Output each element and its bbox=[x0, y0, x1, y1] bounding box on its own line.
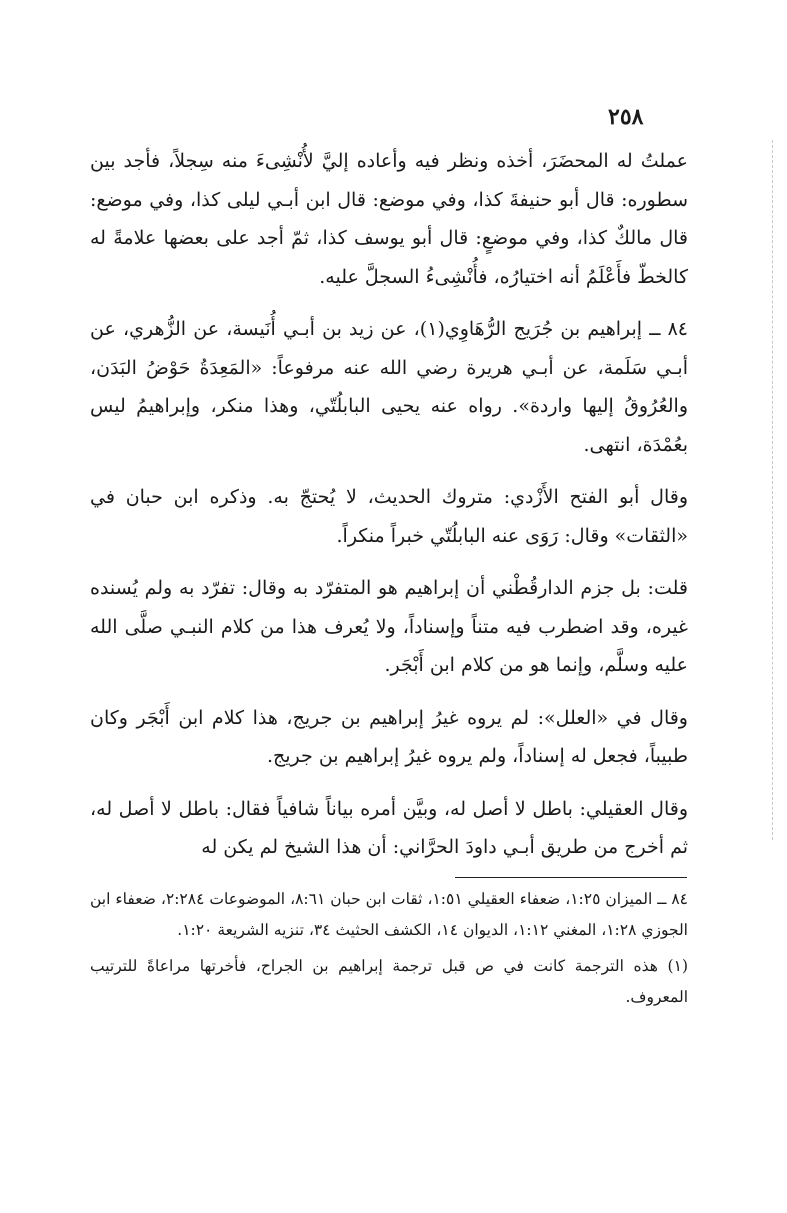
footnote: (١) هذه الترجمة كانت في ص قبل ترجمة إبراهيم بن الجراح، فأخرتها مراعاةً للترتيب المعروف. bbox=[90, 957, 688, 1006]
paragraph: ٨٤ ــ إبراهيم بن جُرَيج الرُّهَاوِي(١)، عن زيد بن أبـي أُنَيسة، عن الزُّهري، عن أبـي سَلَمة، عن أبـي هريرة رضي الله عنه مرفوعاً: «المَعِدَةُ حَوْضُ البَدَن، والعُرُوقُ إليها واردة». رواه عنه يحيى البابلُتّي، وهذا منكر، وإبراهيمُ ليس بعُمْدَة، انتهى. bbox=[90, 318, 688, 456]
footnotes bbox=[90, 884, 688, 1018]
footnote: ٨٤ ــ الميزان ١:٢٥، ضعفاء العقيلي ١:٥١، ثقات ابن حبان ٨:٦١، الموضوعات ٢:٢٨٤، ضعفاء ابن الجوزي ١:٢٨، المغني ١:١٢، الديوان ١٤، الكشف الحثيث ٣٤، تنزيه الشريعة ١:٢٠. bbox=[90, 890, 688, 939]
paragraph: قلت: بل جزم الدارقُطْني أن إبراهيم هو المتفرّد به وقال: تفرّد به ولم يُسنده غيره، وقد اضطرب فيه متناً وإسناداً، ولا يُعرف هذا من كلام النبـي صلَّى الله عليه وسلَّم، وإنما هو من كلام ابن أَبْجَر. bbox=[90, 577, 688, 676]
paragraph: وقال العقيلي: باطل لا أصل له، وبيَّن أمره بياناً شافياً فقال: باطل لا أصل له، ثم أخرج من طريق أبـي داودَ الحرَّاني: أن هذا الشيخ لم يكن له bbox=[90, 797, 688, 858]
page-number: ٢٥٨ bbox=[608, 104, 644, 130]
main-text bbox=[90, 142, 688, 881]
footnote-divider bbox=[455, 877, 687, 878]
scan-edge-mark bbox=[772, 140, 773, 840]
paragraph: وقال في «العلل»: لم يروه غيرُ إبراهيم بن جريج، هذا كلام ابن أَبْجَر وكان طبيباً، فجعل له إسناداً، ولم يروه غيرُ إبراهيم بن جريج. bbox=[90, 706, 688, 767]
paragraph: وقال أبو الفتح الأَزْدي: متروك الحديث، لا يُحتجّ به. وذكره ابن حبان في «الثقات» وقال: رَوَى عنه البابلُتّي خبراً منكراً. bbox=[90, 486, 688, 547]
paragraph: عملتُ له المحضَرَ، أخذه ونظر فيه وأعاده إليَّ لأُنْشِىءَ منه سِجلاً، فأجد بين سطوره: قال أبو حنيفةَ كذا، وفي موضع: قال ابن أبـي ليلى كذا، وفي موضع: قال مالكٌ كذا، وفي موضعٍ: قال أبو يوسف كذا، ثمّ أجد على بعضها علامةً له كالخطّ فأَعْلَمُ أنه اختيارُه، فأُنْشِىءُ السجلَّ عليه. bbox=[90, 150, 688, 288]
